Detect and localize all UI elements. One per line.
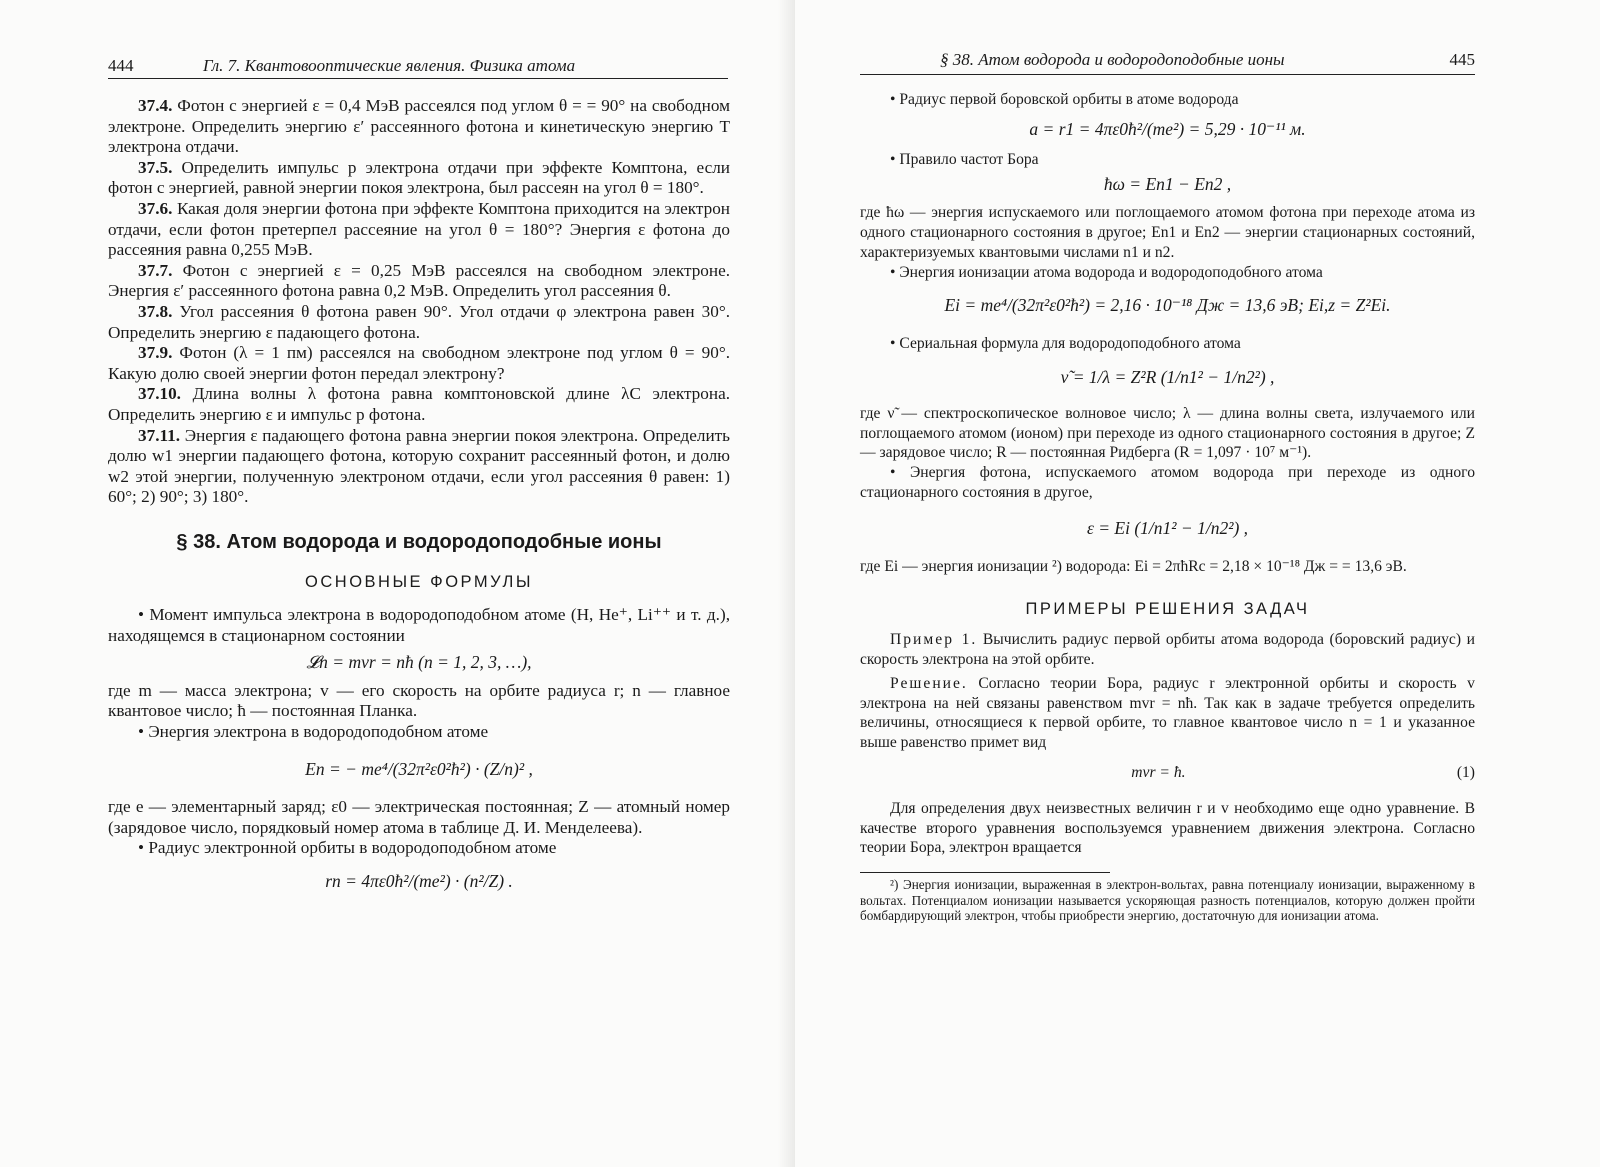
problem: 37.11. Энергия ε падающего фотона равна энергии покоя электрона. Определить долю w1 энергии падающего фотона, которую сохранит рассеянный фотон, и долю w2 этой энергии, полученную электроном отдачи, если угол рассеяния θ равен: 1) 60°; 2) 90°; 3) 180°.	[108, 425, 731, 507]
problem: 37.8. Угол рассеяния θ фотона равен 90°. Угол отдачи φ электрона равен 30°. Определить энергию ε падающего фотона.	[108, 301, 731, 342]
formula-intro: • Радиус первой боровской орбиты в атоме водорода	[890, 91, 1239, 108]
body-paragraph: Для определения двух неизвестных величин r и v необходимо еще одно уравнение. В качестве второго уравнения воспользуемся уравнением движения электрона. Согласно теории Бора, электрон вращается	[860, 799, 1475, 857]
formula-intro: • Сериальная формула для водородоподобного атома	[890, 335, 1241, 353]
left-header-title: Гл. 7. Квантовооптические явления. Физика атома	[203, 56, 576, 75]
left-page-number: 444	[108, 56, 134, 75]
equation-body: mvr = ħ.	[1131, 763, 1186, 781]
section-title: § 38. Атом водорода и водородоподобные ионы	[176, 530, 662, 553]
footnote-divider	[860, 872, 1110, 873]
formula-series: ν̃ = 1/λ = Z²R (1/n1² − 1/n2²) ,	[1060, 366, 1275, 387]
formula-intro: • Энергия ионизации атома водорода и водородоподобного атома	[890, 263, 1323, 281]
equation-1	[860, 763, 1475, 783]
footnote: ²) Энергия ионизации, выраженная в электрон-вольтах, равна потенциалу ионизации, выраженному в вольтах. Потенциалом ионизации называется ускоряющая разность потенциалов, которую должен пройти бомбардирующий электрон, чтобы приобрести энергию, достаточную для ионизации атома.	[860, 877, 1475, 923]
formula-ionization-energy: Ei = me⁴/(32π²ε0²ħ²) = 2,16 · 10⁻¹⁸ Дж = 13,6 эВ; Ei,z = Z²Ei.	[944, 295, 1391, 316]
right-running-header	[860, 50, 1475, 75]
problem: 37.6. Какая доля энергии фотона при эффекте Комптона приходится на электрон отдачи, если фотон претерпел рассеяние на угол θ = 180°? Энергия ε фотона до рассеяния равна 0,255 МэВ.	[108, 198, 731, 260]
problem: 37.9. Фотон (λ = 1 пм) рассеялся на свободном электроне под углом θ = 90°. Какую долю своей энергии фотон передал электрону?	[108, 343, 730, 383]
formula-electron-energy: En = − me⁴/(32π²ε0²ħ²) · (Z/n)² ,	[305, 758, 533, 779]
formula-explanation: где Ei — энергия ионизации ²) водорода: Ei = 2πħRc = 2,18 × 10⁻¹⁸ Дж = = 13,6 эВ.	[860, 557, 1407, 575]
formulas-heading: ОСНОВНЫЕ ФОРМУЛЫ	[305, 573, 533, 592]
problem: 37.4. Фотон с энергией ε = 0,4 МэВ рассеялся под углом θ = = 90° на свободном электроне. Определить энергию ε′ рассеянного фотона и кинетическую энергию T электрона отдачи.	[108, 96, 731, 157]
formula-explanation: где m — масса электрона; v — его скорость на орбите радиуса r; n — главное квантовое число; ħ — постоянная Планка.	[108, 680, 730, 721]
formula-orbit-radius: rn = 4πε0ħ²/(me²) · (n²/Z) .	[325, 871, 513, 891]
right-page-number: 445	[1449, 50, 1475, 69]
example-paragraph: Пример 1. Вычислить радиус первой орбиты атома водорода (боровский радиус) и скорость электрона на этой орбите.	[860, 631, 1475, 668]
formula-angular-momentum: 𝓛n = mvr = nħ (n = 1, 2, 3, …),	[306, 652, 532, 673]
right-header-title: § 38. Атом водорода и водородоподобные ионы	[940, 50, 1285, 69]
problem: 37.7. Фотон с энергией ε = 0,25 МэВ рассеялся на свободном электроне. Энергия ε′ рассеянного фотона равна 0,2 МэВ. Определить угол рассеяния θ.	[108, 260, 731, 301]
formula-intro: • Радиус электронной орбиты в водородоподобном атоме	[138, 838, 557, 858]
formula-intro: • Правило частот Бора	[890, 150, 1039, 168]
solution-paragraph: Решение. Согласно теории Бора, радиус r электронной орбиты и скорость v электрона на ней связаны равенством mvr = nħ. Так как в задаче требуется определить величины, относящиеся к первой орбите, то главное квантовое число n = 1 и указанное выше равенство примет вид	[860, 674, 1475, 752]
formula-bohr-radius: a = r1 = 4πε0ħ²/(me²) = 5,29 · 10⁻¹¹ м.	[1029, 118, 1306, 139]
formula-intro: • Энергия фотона, испускаемого атомом водорода при переходе из одного стационарного состояния в другое,	[860, 464, 1475, 501]
left-running-header	[108, 56, 728, 79]
formula-bohr-frequency: ħω = En1 − En2 ,	[1103, 174, 1232, 195]
formula-photon-energy: ε = Ei (1/n1² − 1/n2²) ,	[1086, 517, 1249, 538]
right-column	[860, 90, 1475, 923]
left-page	[0, 0, 790, 1167]
examples-heading: ПРИМЕРЫ РЕШЕНИЯ ЗАДАЧ	[1025, 600, 1310, 619]
left-column	[108, 96, 730, 892]
problem: 37.5. Определить импульс p электрона отдачи при эффекте Комптона, если фотон с энергией, равной энергии покоя электрона, был рассеян на угол θ = 180°.	[108, 157, 731, 198]
formula-intro: • Энергия электрона в водородоподобном атоме	[138, 722, 489, 742]
formula-explanation: где e — элементарный заряд; ε0 — электрическая постоянная; Z — атомный номер (зарядовое число, порядковый номер атома в таблице Д. И. Менделеева).	[108, 797, 730, 837]
formula-explanation: где ħω — энергия испускаемого или поглощаемого атомом фотона при переходе атома из одного стационарного состояния в другое; En1 и En2 — энергии стационарных состояний, характеризуемых квантовыми числами n1 и n2.	[860, 204, 1475, 261]
example-label: Пример 1.	[890, 631, 978, 649]
right-page	[795, 0, 1600, 1167]
solution-label: Решение.	[890, 674, 968, 692]
formula-explanation: где ν̃ — спектроскопическое волновое число; λ — длина волны света, излучаемого или поглощаемого атомом (ионом) при переходе из одного стационарного состояния в другое; Z — зарядовое число; R — постоянная Ридберга (R = 1,097 · 10⁷ м⁻¹).	[860, 404, 1475, 462]
formula-intro: • Момент импульса электрона в водородоподобном атоме (H, He⁺, Li⁺⁺ и т. д.), находящемся в стационарном состоянии	[108, 605, 730, 645]
problem: 37.10. Длина волны λ фотона равна комптоновской длине λC электрона. Определить энергию ε и импульс p фотона.	[108, 384, 730, 424]
equation-number: (1)	[1456, 763, 1475, 781]
